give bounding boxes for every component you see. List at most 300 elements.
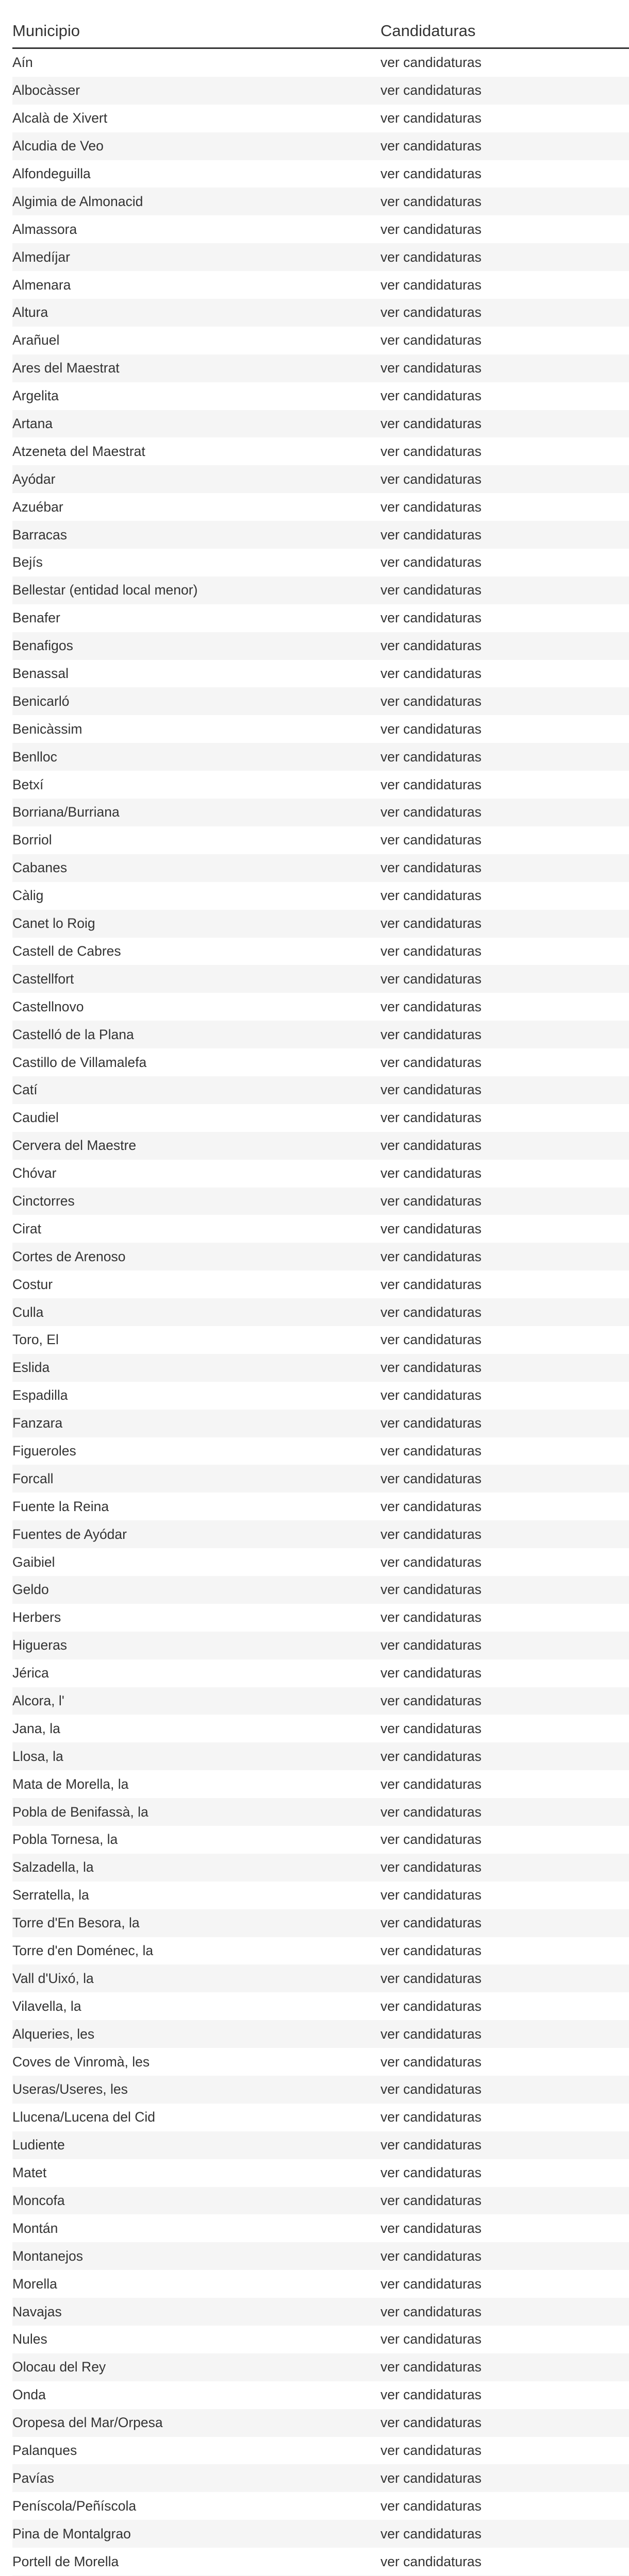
municipality-name: Cervera del Maestre (12, 1132, 380, 1160)
table-row (12, 465, 629, 493)
ver-candidaturas-link[interactable]: ver candidaturas (380, 1970, 482, 1986)
ver-candidaturas-link[interactable]: ver candidaturas (380, 1637, 482, 1653)
municipality-name: Cirat (12, 1221, 41, 1236)
ver-candidaturas-link[interactable]: ver candidaturas (380, 2220, 482, 2236)
table-row (12, 1382, 629, 1410)
municipality-name: Castellfort (12, 965, 380, 993)
table-row (12, 2298, 629, 2326)
ver-candidaturas-link[interactable]: ver candidaturas (380, 2303, 482, 2319)
table-row (12, 743, 629, 771)
municipality-name: Castellnovo (12, 998, 84, 1014)
municipality-name: Castillo de Villamalefa (12, 1054, 147, 1070)
table-row (12, 1132, 629, 1160)
ver-candidaturas-link[interactable]: ver candidaturas (380, 1887, 482, 1903)
municipality-name: Alcora, l' (12, 1687, 380, 1715)
candidaturas-cell (380, 2548, 629, 2575)
ver-candidaturas-link[interactable]: ver candidaturas (380, 971, 482, 987)
municipality-name: Pobla de Benifassà, la (12, 1798, 380, 1826)
candidaturas-cell (380, 382, 629, 410)
ver-candidaturas-link[interactable]: ver candidaturas (380, 1692, 482, 1708)
municipality-name: Serratella, la (12, 1887, 89, 1903)
municipality-name: Geldo (12, 1576, 380, 1604)
candidaturas-cell (380, 1243, 629, 1270)
candidaturas-cell (380, 2326, 629, 2353)
municipality-name: Toro, El (12, 1332, 59, 1348)
candidaturas-cell (380, 687, 629, 715)
candidaturas-cell (380, 715, 629, 743)
candidaturas-cell (380, 965, 629, 993)
candidaturas-cell (380, 1076, 629, 1104)
candidaturas-cell (380, 799, 629, 826)
municipality-name: Montanejos (12, 2242, 380, 2270)
candidaturas-cell (380, 1632, 629, 1659)
candidaturas-cell (380, 2214, 629, 2242)
ver-candidaturas-link[interactable]: ver candidaturas (380, 1026, 482, 1042)
municipality-name: Salzadella, la (12, 1854, 380, 1882)
column-header-candidaturas: Candidaturas (380, 14, 629, 48)
table-row (12, 1937, 629, 1965)
municipality-name: Caudiel (12, 1110, 59, 1126)
candidaturas-cell (380, 577, 629, 604)
table-row (12, 660, 629, 688)
table-row (12, 2076, 629, 2104)
ver-candidaturas-link[interactable]: ver candidaturas (380, 277, 482, 293)
ver-candidaturas-link[interactable]: ver candidaturas (380, 1221, 482, 1236)
ver-candidaturas-link[interactable]: ver candidaturas (380, 1804, 482, 1820)
municipality-name: Borriana/Burriana (12, 799, 380, 826)
ver-candidaturas-link[interactable]: ver candidaturas (380, 2248, 482, 2264)
ver-candidaturas-link[interactable]: ver candidaturas (380, 2109, 482, 2125)
municipality-name: Almenara (12, 277, 71, 293)
ver-candidaturas-link[interactable]: ver candidaturas (380, 2387, 482, 2403)
municipality-name: Costur (12, 1276, 53, 1292)
municipality-name: Bellestar (entidad local menor) (12, 577, 380, 604)
ver-candidaturas-link[interactable]: ver candidaturas (380, 721, 482, 737)
municipality-name: Pina de Montalgrao (12, 2520, 380, 2548)
ver-candidaturas-link[interactable]: ver candidaturas (380, 1443, 482, 1459)
table-row (12, 1076, 629, 1104)
ver-candidaturas-link[interactable]: ver candidaturas (380, 1998, 482, 2014)
municipality-name: Jérica (12, 1665, 49, 1681)
ver-candidaturas-link[interactable]: ver candidaturas (380, 138, 482, 154)
municipality-name: Almedíjar (12, 243, 380, 271)
municipality-name: Cinctorres (12, 1188, 380, 1215)
candidaturas-cell (380, 2520, 629, 2548)
municipality-name: Bejís (12, 554, 43, 570)
table-row (12, 1104, 629, 1132)
municipality-name: Càlig (12, 888, 44, 904)
municipality-name: Castelló de la Plana (12, 1021, 380, 1048)
municipality-name: Algimia de Almonacid (12, 188, 380, 215)
municipality-name: Fuentes de Ayódar (12, 1520, 380, 1548)
candidaturas-cell (380, 493, 629, 521)
ver-candidaturas-link[interactable]: ver candidaturas (380, 582, 482, 598)
table-row (12, 2048, 629, 2076)
municipality-name: Pavías (12, 2464, 380, 2492)
municipality-name: Morella (12, 2276, 57, 2292)
candidaturas-cell (380, 2492, 629, 2520)
table-row (12, 2187, 629, 2215)
table-row (12, 1742, 629, 1770)
ver-candidaturas-link[interactable]: ver candidaturas (380, 332, 482, 348)
ver-candidaturas-link[interactable]: ver candidaturas (380, 916, 482, 931)
municipality-name: Argelita (12, 388, 59, 404)
ver-candidaturas-link[interactable]: ver candidaturas (380, 1609, 482, 1625)
ver-candidaturas-link[interactable]: ver candidaturas (380, 2054, 482, 2070)
municipality-name: Espadilla (12, 1387, 68, 1403)
table-row (12, 1493, 629, 1520)
ver-candidaturas-link[interactable]: ver candidaturas (380, 1304, 482, 1320)
candidaturas-cell (380, 1937, 629, 1965)
table-row (12, 2242, 629, 2270)
table-row (12, 632, 629, 660)
candidaturas-cell (380, 105, 629, 132)
candidaturas-cell (380, 243, 629, 271)
ver-candidaturas-link[interactable]: ver candidaturas (380, 2193, 482, 2209)
municipality-name: Arañuel (12, 332, 60, 348)
ver-candidaturas-link[interactable]: ver candidaturas (380, 2026, 482, 2042)
table-row (12, 327, 629, 354)
ver-candidaturas-link[interactable]: ver candidaturas (380, 1832, 482, 1848)
candidaturas-cell (380, 1354, 629, 1382)
table-row (12, 1992, 629, 2020)
municipality-name: Barracas (12, 521, 380, 549)
ver-candidaturas-link[interactable]: ver candidaturas (380, 1859, 482, 1875)
ver-candidaturas-link[interactable]: ver candidaturas (380, 1915, 482, 1931)
municipality-name: Culla (12, 1298, 380, 1326)
ver-candidaturas-link[interactable]: ver candidaturas (380, 2553, 482, 2569)
ver-candidaturas-link[interactable]: ver candidaturas (380, 1110, 482, 1126)
ver-candidaturas-link[interactable]: ver candidaturas (380, 554, 482, 570)
candidaturas-cell (380, 771, 629, 799)
candidaturas-cell (380, 410, 629, 438)
table-row (12, 354, 629, 382)
table-row (12, 1882, 629, 1909)
ver-candidaturas-link[interactable]: ver candidaturas (380, 416, 482, 432)
table-row (12, 1659, 629, 1687)
ver-candidaturas-link[interactable]: ver candidaturas (380, 2165, 482, 2181)
table-row (12, 2214, 629, 2242)
municipality-name: Vilavella, la (12, 1998, 81, 2014)
municipalities-table (12, 14, 629, 2576)
municipality-name: Azuébar (12, 499, 63, 515)
candidaturas-cell (380, 1882, 629, 1909)
ver-candidaturas-link[interactable]: ver candidaturas (380, 2498, 482, 2514)
ver-candidaturas-link[interactable]: ver candidaturas (380, 832, 482, 848)
table-row (12, 188, 629, 215)
ver-candidaturas-link[interactable]: ver candidaturas (380, 388, 482, 404)
table-row (12, 2437, 629, 2465)
ver-candidaturas-link[interactable]: ver candidaturas (380, 1526, 482, 1542)
municipality-name: Coves de Vinromà, les (12, 2054, 150, 2070)
ver-candidaturas-link[interactable]: ver candidaturas (380, 471, 482, 487)
ver-candidaturas-link[interactable]: ver candidaturas (380, 1582, 482, 1598)
table-row (12, 493, 629, 521)
candidaturas-cell (380, 2381, 629, 2409)
table-row (12, 1826, 629, 1854)
table-row (12, 382, 629, 410)
table-row (12, 77, 629, 105)
candidaturas-cell (380, 2437, 629, 2465)
ver-candidaturas-link[interactable]: ver candidaturas (380, 1165, 482, 1181)
candidaturas-cell (380, 1992, 629, 2020)
municipality-name: Llucena/Lucena del Cid (12, 2109, 155, 2125)
municipality-name: Altura (12, 299, 380, 327)
table-row (12, 2104, 629, 2131)
ver-candidaturas-link[interactable]: ver candidaturas (380, 1498, 482, 1514)
table-row (12, 1298, 629, 1326)
ver-candidaturas-link[interactable]: ver candidaturas (380, 2331, 482, 2347)
candidaturas-cell (380, 2409, 629, 2437)
municipality-name: Portell de Morella (12, 2553, 119, 2569)
ver-candidaturas-link[interactable]: ver candidaturas (380, 776, 482, 792)
table-row (12, 1465, 629, 1493)
ver-candidaturas-link[interactable]: ver candidaturas (380, 360, 482, 376)
candidaturas-cell (380, 604, 629, 632)
ver-candidaturas-link[interactable]: ver candidaturas (380, 1332, 482, 1348)
ver-candidaturas-link[interactable]: ver candidaturas (380, 443, 482, 459)
ver-candidaturas-link[interactable]: ver candidaturas (380, 2276, 482, 2292)
table-row (12, 160, 629, 188)
table-row (12, 577, 629, 604)
municipality-name: Matet (12, 2165, 47, 2181)
candidaturas-cell (380, 1576, 629, 1604)
ver-candidaturas-link[interactable]: ver candidaturas (380, 638, 482, 654)
candidaturas-cell (380, 1188, 629, 1215)
municipality-name: Ludiente (12, 2131, 380, 2159)
ver-candidaturas-link[interactable]: ver candidaturas (380, 1276, 482, 1292)
ver-candidaturas-link[interactable]: ver candidaturas (380, 1193, 482, 1209)
municipality-name: Navajas (12, 2298, 380, 2326)
municipality-name: Montán (12, 2220, 58, 2236)
table-row (12, 1410, 629, 1437)
candidaturas-cell (380, 1548, 629, 1576)
municipality-name: Castell de Cabres (12, 943, 121, 959)
candidaturas-cell (380, 2187, 629, 2215)
candidaturas-cell (380, 1382, 629, 1410)
ver-candidaturas-link[interactable]: ver candidaturas (380, 2470, 482, 2486)
municipality-name: Alcudia de Veo (12, 132, 380, 160)
table-header (12, 14, 629, 48)
candidaturas-cell (380, 1520, 629, 1548)
municipality-name: Canet lo Roig (12, 910, 380, 938)
ver-candidaturas-link[interactable]: ver candidaturas (380, 2443, 482, 2459)
table-row (12, 799, 629, 826)
municipality-name: Forcall (12, 1465, 380, 1493)
ver-candidaturas-link[interactable]: ver candidaturas (380, 55, 482, 71)
ver-candidaturas-link[interactable]: ver candidaturas (380, 804, 482, 820)
ver-candidaturas-link[interactable]: ver candidaturas (380, 2526, 482, 2541)
ver-candidaturas-link[interactable]: ver candidaturas (380, 499, 482, 515)
municipality-name: Benicarló (12, 687, 380, 715)
municipality-name: Gaibiel (12, 1554, 55, 1570)
municipality-name: Almassora (12, 221, 77, 237)
table-row (12, 1326, 629, 1354)
ver-candidaturas-link[interactable]: ver candidaturas (380, 527, 482, 543)
candidaturas-cell (380, 743, 629, 771)
table-row (12, 1188, 629, 1215)
ver-candidaturas-link[interactable]: ver candidaturas (380, 304, 482, 320)
candidaturas-cell (380, 1493, 629, 1520)
ver-candidaturas-link[interactable]: ver candidaturas (380, 860, 482, 876)
ver-candidaturas-link[interactable]: ver candidaturas (380, 193, 482, 209)
ver-candidaturas-link[interactable]: ver candidaturas (380, 110, 482, 126)
candidaturas-cell (380, 1909, 629, 1937)
municipality-name: Figueroles (12, 1443, 76, 1459)
candidaturas-cell (380, 1270, 629, 1298)
table-row (12, 1048, 629, 1076)
municipality-name: Palanques (12, 2443, 77, 2459)
candidaturas-cell (380, 354, 629, 382)
ver-candidaturas-link[interactable]: ver candidaturas (380, 1470, 482, 1486)
municipality-name: Pobla Tornesa, la (12, 1832, 118, 1848)
candidaturas-cell (380, 1604, 629, 1632)
candidaturas-cell (380, 2159, 629, 2187)
table-row (12, 48, 629, 77)
candidaturas-cell (380, 2131, 629, 2159)
table-row (12, 1632, 629, 1659)
candidaturas-cell (380, 437, 629, 465)
candidaturas-cell (380, 188, 629, 215)
municipality-name: Alfondeguilla (12, 166, 91, 181)
ver-candidaturas-link[interactable]: ver candidaturas (380, 1748, 482, 1764)
table-row (12, 2159, 629, 2187)
candidaturas-cell (380, 77, 629, 105)
table-row (12, 105, 629, 132)
table-row (12, 826, 629, 854)
candidaturas-cell (380, 1854, 629, 1882)
ver-candidaturas-link[interactable]: ver candidaturas (380, 1665, 482, 1681)
municipality-name: Benafigos (12, 632, 380, 660)
candidaturas-cell (380, 215, 629, 243)
candidaturas-cell (380, 632, 629, 660)
table-row (12, 1770, 629, 1798)
table-row (12, 1270, 629, 1298)
ver-candidaturas-link[interactable]: ver candidaturas (380, 221, 482, 237)
ver-candidaturas-link[interactable]: ver candidaturas (380, 693, 482, 709)
ver-candidaturas-link[interactable]: ver candidaturas (380, 1360, 482, 1376)
ver-candidaturas-link[interactable]: ver candidaturas (380, 1554, 482, 1570)
candidaturas-cell (380, 2020, 629, 2048)
ver-candidaturas-link[interactable]: ver candidaturas (380, 1082, 482, 1098)
candidaturas-cell (380, 1160, 629, 1188)
ver-candidaturas-link[interactable]: ver candidaturas (380, 2359, 482, 2375)
table-row (12, 1909, 629, 1937)
municipality-name: Aín (12, 55, 33, 71)
ver-candidaturas-link[interactable]: ver candidaturas (380, 610, 482, 626)
ver-candidaturas-link[interactable]: ver candidaturas (380, 249, 482, 265)
candidaturas-cell (380, 48, 629, 77)
table-row (12, 1576, 629, 1604)
ver-candidaturas-link[interactable]: ver candidaturas (380, 1248, 482, 1264)
table-row (12, 938, 629, 965)
candidaturas-cell (380, 826, 629, 854)
candidaturas-cell (380, 1465, 629, 1493)
candidaturas-cell (380, 1964, 629, 1992)
ver-candidaturas-link[interactable]: ver candidaturas (380, 1415, 482, 1431)
ver-candidaturas-link[interactable]: ver candidaturas (380, 166, 482, 181)
ver-candidaturas-link[interactable]: ver candidaturas (380, 1943, 482, 1958)
table-row (12, 1437, 629, 1465)
ver-candidaturas-link[interactable]: ver candidaturas (380, 82, 482, 98)
table-row (12, 1687, 629, 1715)
municipality-name: Ayódar (12, 465, 380, 493)
candidaturas-cell (380, 2076, 629, 2104)
ver-candidaturas-link[interactable]: ver candidaturas (380, 666, 482, 682)
ver-candidaturas-link[interactable]: ver candidaturas (380, 1776, 482, 1792)
candidaturas-cell (380, 521, 629, 549)
candidaturas-cell (380, 2104, 629, 2131)
table-row (12, 1243, 629, 1270)
candidaturas-cell (380, 1215, 629, 1243)
table-row (12, 521, 629, 549)
ver-candidaturas-link[interactable]: ver candidaturas (380, 2137, 482, 2153)
table-row (12, 1160, 629, 1188)
ver-candidaturas-link[interactable]: ver candidaturas (380, 1720, 482, 1736)
candidaturas-cell (380, 1104, 629, 1132)
candidaturas-cell (380, 1021, 629, 1048)
ver-candidaturas-link[interactable]: ver candidaturas (380, 1387, 482, 1403)
table-row (12, 993, 629, 1021)
table-row (12, 604, 629, 632)
candidaturas-cell (380, 1132, 629, 1160)
table-row (12, 1604, 629, 1632)
ver-candidaturas-link[interactable]: ver candidaturas (380, 1054, 482, 1070)
candidaturas-cell (380, 327, 629, 354)
municipality-name: Mata de Morella, la (12, 1776, 129, 1792)
ver-candidaturas-link[interactable]: ver candidaturas (380, 2415, 482, 2431)
table-row (12, 2492, 629, 2520)
candidaturas-cell (380, 1687, 629, 1715)
table-row (12, 1715, 629, 1742)
table-row (12, 1520, 629, 1548)
table-row (12, 687, 629, 715)
municipality-name: Oropesa del Mar/Orpesa (12, 2409, 380, 2437)
candidaturas-cell (380, 938, 629, 965)
municipality-name: Peníscola/Peñíscola (12, 2498, 137, 2514)
table-row (12, 2409, 629, 2437)
table-row (12, 1854, 629, 1882)
candidaturas-cell (380, 465, 629, 493)
municipality-name: Higueras (12, 1632, 380, 1659)
candidaturas-cell (380, 2048, 629, 2076)
municipality-name: Albocàsser (12, 77, 380, 105)
municipality-name: Olocau del Rey (12, 2353, 380, 2381)
ver-candidaturas-link[interactable]: ver candidaturas (380, 998, 482, 1014)
ver-candidaturas-link[interactable]: ver candidaturas (380, 749, 482, 765)
table-row (12, 965, 629, 993)
candidaturas-cell (380, 660, 629, 688)
municipality-name: Ares del Maestrat (12, 354, 380, 382)
candidaturas-cell (380, 1298, 629, 1326)
municipality-name: Cortes de Arenoso (12, 1243, 380, 1270)
ver-candidaturas-link[interactable]: ver candidaturas (380, 943, 482, 959)
table-row (12, 715, 629, 743)
ver-candidaturas-link[interactable]: ver candidaturas (380, 888, 482, 904)
candidaturas-cell (380, 1798, 629, 1826)
ver-candidaturas-link[interactable]: ver candidaturas (380, 2081, 482, 2097)
table-row (12, 410, 629, 438)
table-row (12, 2326, 629, 2353)
ver-candidaturas-link[interactable]: ver candidaturas (380, 1138, 482, 1154)
municipality-name: Fanzara (12, 1410, 380, 1437)
municipality-name: Eslida (12, 1354, 380, 1382)
candidaturas-cell (380, 2298, 629, 2326)
table-row (12, 243, 629, 271)
column-header-municipio: Municipio (12, 14, 380, 48)
municipality-name: Catí (12, 1076, 380, 1104)
candidaturas-cell (380, 1410, 629, 1437)
